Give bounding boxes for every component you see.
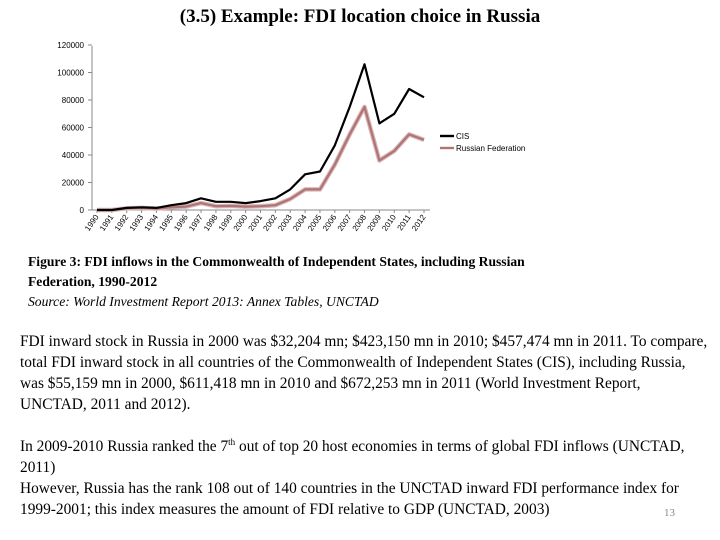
page-number: 13 xyxy=(664,507,675,519)
ranking-text-b: out of top 20 host economies in terms of global FDI inflows (UNCTAD, 2011) xyxy=(20,438,685,476)
x-tick-label: 2009 xyxy=(365,212,384,233)
x-tick-label: 2011 xyxy=(395,212,413,233)
figure-caption xyxy=(28,252,668,312)
y-tick-label: 0 xyxy=(79,206,84,215)
slide-title: (3.5) Example: FDI location choice in Russia xyxy=(179,6,541,27)
x-tick-label: 2002 xyxy=(261,212,280,233)
x-tick-label: 2008 xyxy=(350,212,369,233)
fdi-inflows-line-chart xyxy=(0,0,720,250)
x-tick-label: 1990 xyxy=(83,212,101,233)
x-tick-label: 1991 xyxy=(97,212,116,233)
x-tick-label: 2003 xyxy=(276,212,294,233)
x-tick-label: 1999 xyxy=(216,212,235,233)
chart-legend xyxy=(440,132,525,153)
paragraph-fdi-stock: FDI inward stock in Russia in 2000 was $32,204 mn; $423,150 mn in 2010; $457,474 mn in 2011. To compare, total FDI inward stock in all countries of the Commonwealth of Independent States (CIS), including Russia, was $55,159 mn in 2000, $611,418 mn in 2010 and $672,253 mn in 2011 (World Investment Report, UNCTAD, 2011 and 2012). xyxy=(20,333,708,413)
y-tick-label: 40000 xyxy=(61,151,84,160)
x-tick-label: 1993 xyxy=(127,212,146,233)
x-tick-label: 1996 xyxy=(172,212,190,233)
legend-label: Russian Federation xyxy=(456,144,526,153)
x-tick-label: 2012 xyxy=(410,212,428,233)
x-tick-label: 2005 xyxy=(306,212,324,233)
y-tick-label: 20000 xyxy=(61,178,84,188)
paragraph-ranking xyxy=(20,436,710,478)
caption-source: Source: World Investment Report 2013: Annex Tables, UNCTAD xyxy=(28,294,379,309)
x-tick-label: 1992 xyxy=(112,212,131,233)
x-tick-label: 1994 xyxy=(142,212,161,233)
caption-line-1: Figure 3: FDI inflows in the Commonwealth of Independent States, including Russian xyxy=(28,254,525,269)
x-tick-label: 2006 xyxy=(320,212,339,233)
y-axis-ticks xyxy=(57,41,92,215)
x-tick-label: 2010 xyxy=(380,212,398,233)
y-tick-label: 60000 xyxy=(61,123,84,133)
caption-line-2: Federation, 1990-2012 xyxy=(28,274,158,289)
x-tick-label: 1998 xyxy=(201,212,220,233)
x-tick-label: 2001 xyxy=(246,212,265,233)
series-line-russian-federation xyxy=(97,107,424,210)
series-line-halo xyxy=(97,107,424,210)
x-tick-label: 2004 xyxy=(291,212,309,233)
legend-label: CIS xyxy=(456,132,470,141)
y-tick-label: 120000 xyxy=(57,41,84,50)
paragraph-performance-index: However, Russia has the rank 108 out of 140 countries in the UNCTAD inward FDI performance index for 1999-2001; this index measures the amount of FDI relative to GDP (UNCTAD, 2003) xyxy=(20,480,679,518)
x-tick-label: 2000 xyxy=(231,212,250,233)
y-tick-label: 80000 xyxy=(61,96,84,105)
ordinal-suffix: th xyxy=(228,436,236,447)
x-tick-label: 2007 xyxy=(335,212,354,233)
x-axis-ticks xyxy=(83,210,428,233)
series-lines xyxy=(97,64,424,210)
ranking-text-a: In 2009-2010 Russia ranked the 7 xyxy=(20,438,229,455)
x-tick-label: 1995 xyxy=(157,212,175,233)
x-tick-label: 1997 xyxy=(187,212,205,233)
y-tick-label: 100000 xyxy=(57,68,84,78)
body-text xyxy=(20,331,710,520)
